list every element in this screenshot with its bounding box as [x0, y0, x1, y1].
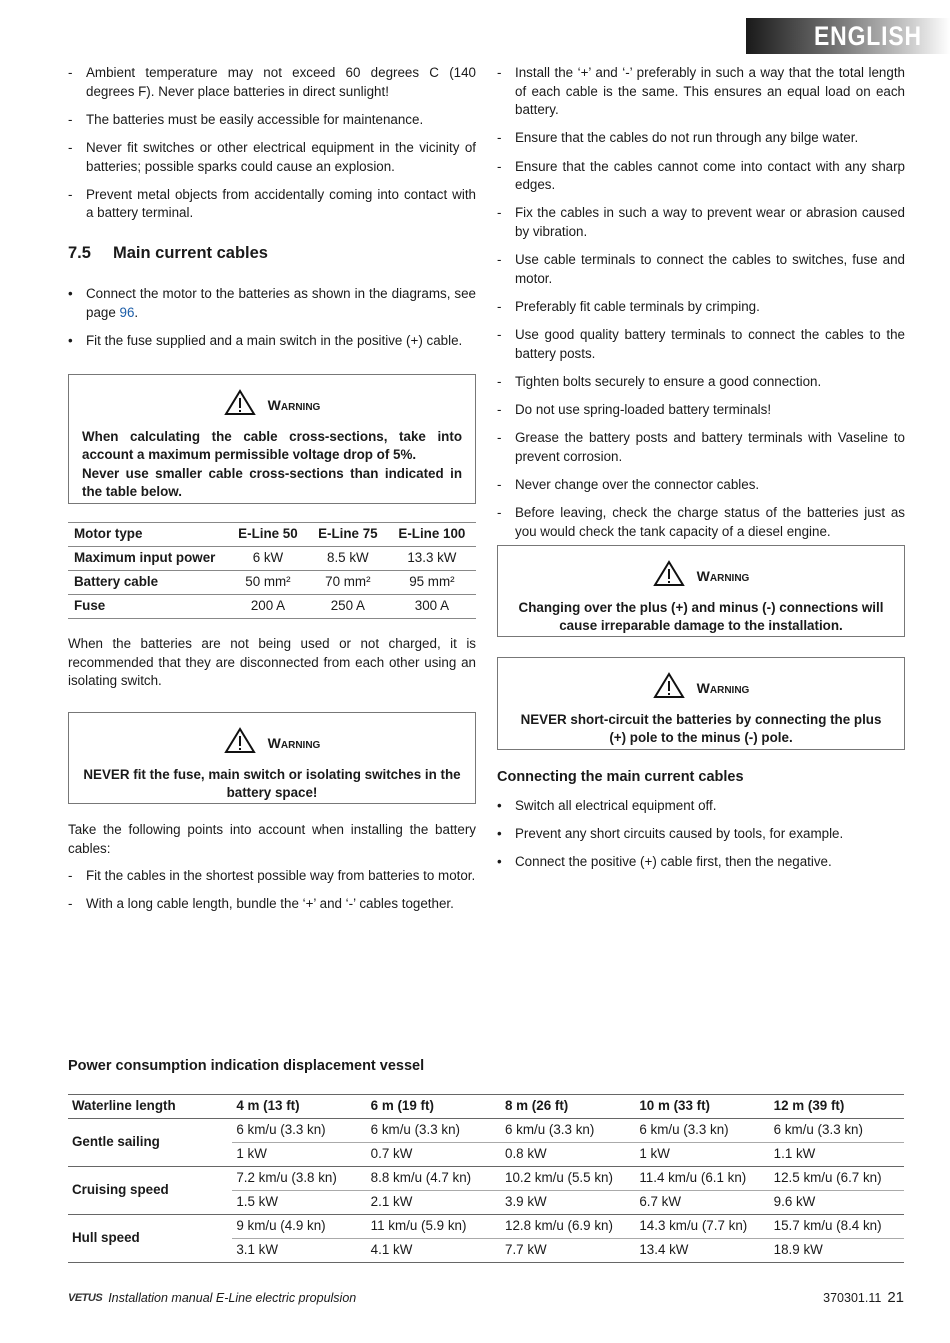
bullet-text: Connect the motor to the batteries as shown in the diagrams, see page: [86, 285, 476, 320]
table-cell: 8.5 kW: [308, 547, 388, 571]
list-marker: •: [497, 826, 502, 842]
warning-box-polarity: [497, 545, 905, 637]
header-cell: 10 m (33 ft): [635, 1095, 769, 1119]
table-cell: 9.6 kW: [770, 1191, 904, 1215]
list-text: Do not use spring-loaded battery terminals!: [515, 402, 772, 418]
list-item: [497, 251, 905, 288]
list-text: Ensure that the cables cannot come into contact with any sharp edges.: [515, 158, 905, 193]
warning-text: NEVER short-circuit the batteries by connecting the plus (+) pole to the minus (-) pole.: [520, 711, 882, 746]
table-cell: 13.3 kW: [388, 547, 476, 571]
table-cell: Maximum input power: [68, 547, 228, 571]
list-item: [68, 111, 476, 130]
warning-text: Never use smaller cable cross-sections than indicated in the table below.: [82, 465, 462, 500]
list-item: [497, 429, 905, 466]
table-cell: 250 A: [308, 595, 388, 619]
list-text: Grease the battery posts and battery terminals with Vaseline to prevent corrosion.: [515, 430, 905, 464]
list-marker: -: [497, 477, 502, 493]
list-marker: -: [497, 505, 502, 521]
paragraph: Take the following points into account when installing the battery cables:: [68, 822, 476, 856]
connect-list: [497, 797, 905, 872]
table-cell: 3.9 kW: [501, 1191, 635, 1215]
row-label: Gentle sailing: [68, 1119, 232, 1167]
list-item: [497, 853, 905, 872]
table-cell: 18.9 kW: [770, 1239, 904, 1263]
table-cell: 7.7 kW: [501, 1239, 635, 1263]
list-text: Fit the cables in the shortest possible way from batteries to motor.: [86, 868, 476, 884]
list-marker: -: [497, 65, 502, 80]
list-marker: -: [68, 139, 73, 155]
list-item: [68, 186, 476, 223]
list-text: Tighten bolts securely to ensure a good connection.: [515, 373, 822, 389]
list-marker: -: [497, 327, 502, 343]
manual-title: Installation manual E-Line electric propulsion: [108, 1291, 357, 1305]
intro-list: [68, 64, 476, 223]
warning-title: Warning: [696, 568, 750, 584]
section-heading: [68, 243, 476, 263]
table-cell: 11 km/u (5.9 kn): [367, 1215, 501, 1239]
list-text: Prevent any short circuits caused by tools, for example.: [515, 826, 844, 842]
power-table: [68, 1094, 904, 1263]
table-cell: 2.1 kW: [367, 1191, 501, 1215]
table-cell: 6 km/u (3.3 kn): [367, 1119, 501, 1143]
table-cell: 9 km/u (4.9 kn): [232, 1215, 366, 1239]
list-text: Switch all electrical equipment off.: [515, 798, 717, 813]
power-section: [68, 1056, 904, 1263]
list-marker: -: [497, 252, 502, 268]
list-text: Never fit switches or other electrical equipment in the vicinity of batteries; possible sparks could cause an explosion.: [86, 139, 476, 174]
header-cell: 8 m (26 ft): [501, 1095, 635, 1119]
section-number: 7.5: [68, 243, 91, 262]
warning-box-fuse: [68, 712, 476, 804]
warning-text: When calculating the cable cross-sections, take into account a maximum permissible voltage drop of 5%.: [82, 428, 462, 463]
table-cell: 200 A: [228, 595, 308, 619]
list-text: Connect the positive (+) cable first, then the negative.: [515, 854, 832, 870]
list-text: With a long cable length, bundle the ‘+’ and ‘-’ cables together.: [86, 896, 454, 912]
warning-text: Changing over the plus (+) and minus (-) connections will cause irreparable damage to the installation.: [518, 599, 884, 634]
list-text: Use cable terminals to connect the cables to switches, fuse and motor.: [515, 252, 905, 286]
left-column: [68, 64, 476, 360]
table-row: [68, 1215, 904, 1239]
table-cell: E-Line 50: [228, 523, 308, 547]
list-item: [497, 476, 905, 495]
warning-title: Warning: [696, 680, 750, 696]
table-cell: 6.7 kW: [635, 1191, 769, 1215]
bullet-end: .: [134, 304, 139, 320]
list-item: [497, 504, 905, 541]
warning-title: Warning: [267, 397, 321, 413]
list-text: Before leaving, check the charge status of the batteries just as you would check the tank capacity of a diesel engine.: [515, 505, 905, 539]
list-text: Prevent metal objects from accidentally coming into contact with a battery terminal.: [86, 186, 476, 221]
cable-table: [68, 522, 476, 619]
list-item: [497, 298, 905, 317]
list-item: [68, 895, 476, 914]
list-item: [497, 825, 905, 844]
list-item: [497, 401, 905, 420]
table-row: [68, 547, 476, 571]
table-cell: 13.4 kW: [635, 1239, 769, 1263]
table-cell: 6 km/u (3.3 kn): [635, 1119, 769, 1143]
table-cell: E-Line 100: [388, 523, 476, 547]
install-list: [68, 867, 476, 914]
table-cell: 1 kW: [232, 1143, 366, 1167]
table-cell: E-Line 75: [308, 523, 388, 547]
warning-triangle-icon: [653, 560, 685, 593]
right-list: [497, 64, 905, 551]
header-cell: 12 m (39 ft): [770, 1095, 904, 1119]
footer: [68, 1289, 904, 1308]
list-item: [497, 129, 905, 148]
table-cell: 6 km/u (3.3 kn): [232, 1119, 366, 1143]
subsection-title: Connecting the main current cables: [497, 769, 744, 785]
language-tab: [746, 18, 950, 54]
table-cell: 6 kW: [228, 547, 308, 571]
list-marker: -: [497, 130, 502, 146]
install-section: [68, 821, 476, 924]
table-cell: 70 mm²: [308, 571, 388, 595]
table-cell: 1.1 kW: [770, 1143, 904, 1167]
table-cell: 14.3 km/u (7.7 kn): [635, 1215, 769, 1239]
table-cell: 300 A: [388, 595, 476, 619]
list-item: [497, 797, 905, 816]
row-label: Cruising speed: [68, 1167, 232, 1215]
page-number: 21: [887, 1289, 904, 1306]
paragraph: When the batteries are not being used or not charged, it is recommended that they are disconnected from each other using an isolating switch.: [68, 636, 476, 689]
table-cell: 0.8 kW: [501, 1143, 635, 1167]
list-item: • Fit the fuse supplied and a main switch in the positive (+) cable.: [68, 332, 463, 348]
list-marker: -: [68, 186, 73, 202]
list-item: [68, 64, 476, 101]
list-item: [497, 326, 905, 363]
list-marker: •: [497, 798, 502, 813]
language-label: ENGLISH: [814, 21, 922, 51]
list-item: [68, 139, 476, 176]
bullet-text: Fit the fuse supplied and a main switch in the positive (+) cable.: [86, 332, 463, 348]
row-label: Hull speed: [68, 1215, 232, 1263]
list-item: [68, 867, 476, 886]
list-item: • Connect the motor to the batteries as shown in the diagrams, see page 96.: [68, 285, 476, 320]
table-cell: 6 km/u (3.3 kn): [501, 1119, 635, 1143]
table-cell: 4.1 kW: [367, 1239, 501, 1263]
list-item: [497, 64, 905, 120]
table-row: [68, 595, 476, 619]
table-cell: 0.7 kW: [367, 1143, 501, 1167]
warning-triangle-icon: [224, 727, 256, 760]
warning-text: NEVER fit the fuse, main switch or isolating switches in the battery space!: [83, 766, 461, 801]
list-marker: -: [497, 158, 502, 174]
list-text: Install the ‘+’ and ‘-’ preferably in such a way that the total length of each cable is the same. This ensures an equal load on each battery.: [515, 65, 905, 118]
header-cell: Waterline length: [68, 1095, 232, 1119]
list-marker: -: [68, 868, 73, 884]
list-text: Fix the cables in such a way to prevent wear or abrasion caused by vibration.: [515, 205, 905, 239]
list-item: [497, 204, 905, 241]
list-marker: -: [68, 111, 73, 127]
doc-number: 370301.11: [823, 1291, 882, 1305]
warning-triangle-icon: [224, 389, 256, 422]
table-cell: 12.8 km/u (6.9 kn): [501, 1215, 635, 1239]
isolating-paragraph: [68, 635, 476, 691]
table-header-row: [68, 1095, 904, 1119]
table-row: [68, 1167, 904, 1191]
list-item: [497, 158, 905, 195]
table-cell: 7.2 km/u (3.8 kn): [232, 1167, 366, 1191]
table-cell: 11.4 km/u (6.1 kn): [635, 1167, 769, 1191]
warning-title: Warning: [267, 735, 321, 751]
table-cell: 10.2 km/u (5.5 kn): [501, 1167, 635, 1191]
list-text: Ensure that the cables do not run through any bilge water.: [515, 130, 859, 146]
list-marker: -: [497, 402, 502, 418]
vetus-logo: VETUS: [68, 1292, 103, 1304]
table-cell: 1.5 kW: [232, 1191, 366, 1215]
list-text: The batteries must be easily accessible for maintenance.: [86, 111, 424, 127]
list-text: Use good quality battery terminals to connect the cables to the battery posts.: [515, 327, 905, 361]
warning-box-cable: [68, 374, 476, 504]
table-row: [68, 571, 476, 595]
table-cell: Fuse: [68, 595, 228, 619]
header-cell: 4 m (13 ft): [232, 1095, 366, 1119]
header-cell: 6 m (19 ft): [367, 1095, 501, 1119]
list-marker: -: [497, 430, 502, 446]
warning-triangle-icon: [653, 672, 685, 705]
list-marker: -: [68, 896, 73, 912]
page-link[interactable]: 96: [119, 304, 135, 320]
warning-box-short-circuit: [497, 657, 905, 750]
list-marker: -: [497, 373, 502, 389]
list-marker: -: [497, 298, 502, 314]
list-item: [497, 373, 905, 392]
table-cell: 1 kW: [635, 1143, 769, 1167]
list-text: Ambient temperature may not exceed 60 degrees C (140 degrees F). Never place batteries in direct sunlight!: [86, 65, 476, 99]
power-table-title: Power consumption indication displacement vessel: [68, 1058, 425, 1074]
table-cell: 6 km/u (3.3 kn): [770, 1119, 904, 1143]
table-cell: 12.5 km/u (6.7 kn): [770, 1167, 904, 1191]
list-text: Preferably fit cable terminals by crimping.: [515, 298, 760, 314]
table-cell: 15.7 km/u (8.4 kn): [770, 1215, 904, 1239]
list-marker: -: [68, 65, 73, 80]
table-row: [68, 523, 476, 547]
table-cell: Motor type: [68, 523, 228, 547]
table-cell: 95 mm²: [388, 571, 476, 595]
list-marker: -: [497, 205, 502, 221]
list-marker: •: [497, 854, 502, 870]
table-cell: 50 mm²: [228, 571, 308, 595]
table-row: [68, 1119, 904, 1143]
section-title: Main current cables: [113, 243, 268, 262]
list-text: Never change over the connector cables.: [515, 477, 760, 493]
table-cell: Battery cable: [68, 571, 228, 595]
connecting-section: [497, 767, 905, 882]
table-cell: 3.1 kW: [232, 1239, 366, 1263]
table-cell: 8.8 km/u (4.7 kn): [367, 1167, 501, 1191]
